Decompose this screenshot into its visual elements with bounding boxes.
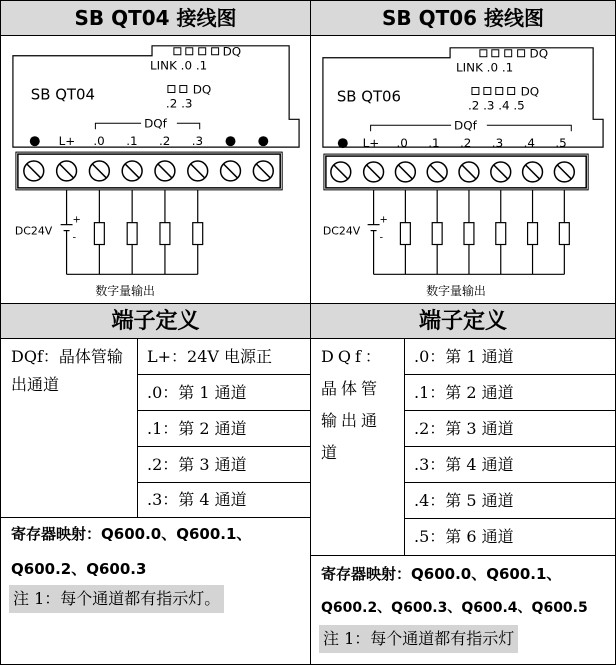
left-terminal-label: .2	[158, 134, 171, 149]
left-terminal-label: .1	[126, 134, 138, 149]
right-terminal-block	[331, 162, 574, 182]
left-def-row: .3：第 4 通道	[147, 490, 247, 509]
left-terminal-label: L+	[58, 134, 76, 149]
right-led-row-top	[480, 50, 525, 57]
left-dq-mid-label: DQ	[192, 82, 212, 97]
svg-text:-: -	[379, 232, 384, 244]
left-dq-top-label: DQ	[222, 44, 242, 59]
left-caption: 数字量输出	[95, 284, 155, 299]
right-terminal-label: .4	[523, 136, 535, 151]
right-terminal-label: L+	[362, 136, 380, 151]
left-wiring-diagram	[1, 35, 310, 303]
right-def-row: .0：第 1 通道	[414, 347, 514, 366]
right-dq-mid-label: DQ	[520, 84, 540, 99]
right-desc: DQf：晶体管输出通道	[321, 347, 385, 462]
left-dqf-label: DQf	[144, 116, 167, 131]
right-terminal-label: .5	[555, 136, 567, 151]
right-led-mid-label: .2 .3 .4 .5	[467, 98, 525, 113]
left-title: SB QT04 接线图	[1, 1, 310, 36]
left-mapping-line2: Q600.2、Q600.3	[11, 560, 147, 578]
right-note: 注 1：每个通道都有指示灯	[319, 625, 518, 653]
left-supply-label: DC24V	[14, 224, 53, 238]
right-terminal-label: .2	[460, 136, 472, 151]
left-terminal-block	[24, 161, 273, 181]
left-led-row-top	[174, 48, 219, 55]
left-note: 注 1：每个通道都有指示灯。	[9, 585, 224, 613]
right-def-row: .5：第 6 通道	[414, 527, 514, 546]
left-def-row: .2：第 3 通道	[147, 455, 247, 474]
right-terminal-label: .0	[396, 136, 408, 151]
right-model-label: SB QT06	[336, 87, 402, 106]
left-led-top-label: LINK .0 .1	[150, 58, 208, 73]
right-def-row: .3：第 4 通道	[414, 455, 514, 474]
right-terminal-label: .1	[428, 136, 440, 151]
left-terminal-label: .0	[93, 134, 105, 149]
right-mapping-line1: 寄存器映射：Q600.0、Q600.1、	[321, 565, 562, 583]
left-led-mid-label: .2 .3	[165, 96, 193, 111]
right-supply-label: DC24V	[322, 224, 361, 238]
left-model-label: SB QT04	[30, 85, 95, 104]
left-def-row: L+：24V 电源正	[147, 347, 273, 366]
left-def-row: .1：第 2 通道	[147, 419, 247, 438]
right-dqf-label: DQf	[454, 118, 477, 133]
left-desc: DQf：晶体管输出通道	[11, 347, 123, 394]
svg-text:+: +	[72, 214, 81, 226]
right-section-title: 端子定义	[311, 303, 615, 339]
right-terminal-label: .3	[491, 136, 504, 151]
right-led-top-label: LINK .0 .1	[456, 60, 514, 75]
right-def-row: .4：第 5 通道	[414, 491, 514, 510]
left-def-row: .0：第 1 通道	[147, 383, 247, 402]
right-def-row: .2：第 3 通道	[414, 419, 514, 438]
right-wiring-diagram	[311, 35, 615, 303]
left-terminal-label: .3	[191, 134, 204, 149]
right-title: SB QT06 接线图	[311, 1, 615, 36]
svg-text:-: -	[72, 232, 77, 244]
right-panel	[310, 0, 616, 665]
left-section-title: 端子定义	[1, 303, 310, 339]
right-mapping-line2: Q600.2、Q600.3、Q600.4、Q600.5	[321, 600, 588, 616]
svg-text:+: +	[379, 214, 388, 226]
right-def-row: .1：第 2 通道	[414, 383, 514, 402]
left-led-row-mid	[168, 86, 187, 93]
left-mapping-line1: 寄存器映射：Q600.0、Q600.1、	[11, 525, 252, 543]
right-led-row-mid	[472, 88, 515, 95]
right-dq-top-label: DQ	[529, 46, 549, 61]
right-caption: 数字量输出	[426, 284, 486, 299]
